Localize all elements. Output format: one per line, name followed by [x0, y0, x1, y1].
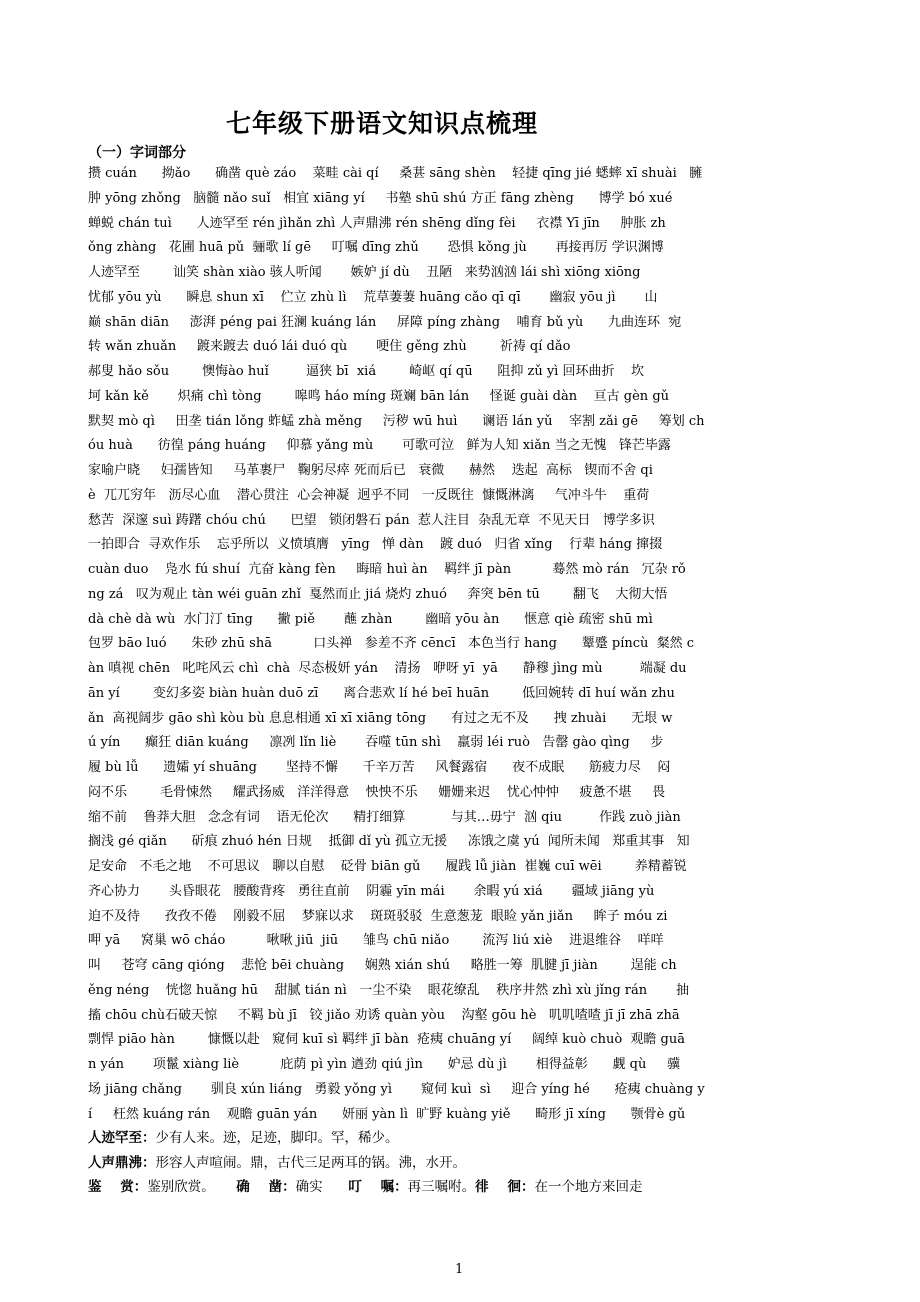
definition-term: 鉴 赏： [88, 1179, 148, 1195]
text-line: 剽悍 piāo hàn 慷慨以赴 窥伺 kuī sì 羁绊 jī bàn 疮痍 chuāng yí 阔绰 kuò chuò 观瞻 guā [88, 1032, 686, 1048]
text-line: 一拍即合 寻欢作乐 忘乎所以 义愤填膺 yīng 惮 dàn 踱 duó 归省 xǐng 行辈 háng 撺掇 [88, 537, 663, 553]
text-line: 转 wǎn zhuǎn 踱来踱去 duó lái duó qù 哽住 gěng zhù 祈祷 qí dǎo [88, 339, 571, 355]
definition-text: 形容人声喧闹。鼎，古代三足两耳的锅。沸，水开。 [155, 1154, 466, 1171]
definition-text: 少有人来。迹，足迹，脚印。罕，稀少。 [155, 1130, 399, 1146]
text-line: 闷不乐 毛骨悚然 耀武扬威 洋洋得意 怏怏不乐 姗姗来迟 忧心忡忡 疲惫不堪 畏 [88, 784, 666, 800]
text-line: ng zá 叹为观止 tàn wéi guān zhǐ 戛然而止 jiá 烧灼 zhuó 奔突 bēn tū 翻飞 大彻大悟 [88, 586, 668, 602]
text-line: dà chè dà wù 水门汀 tīng 撇 piě 蘸 zhàn 幽暗 yōu àn 惬意 qiè 疏密 shū mì [88, 611, 653, 627]
page-number: 1 [455, 1262, 464, 1277]
definition-term: 人声鼎沸： [88, 1154, 156, 1171]
text-line: 忧郁 yōu yù 瞬息 shun xī 伫立 zhù lì 荒草萋萋 huāng cǎo qī qī 幽寂 yōu jì 山 [88, 289, 658, 305]
text-line: 齐心协力 头昏眼花 腰酸背疼 勇往直前 阴霾 yīn mái 余暇 yú xiá 疆域 jiāng yù [88, 883, 655, 899]
text-line: 家喻户晓 妇孺皆知 马革裹尸 鞠躬尽瘁 死而后已 衰微 赫然 迭起 高标 锲而不舍 qi [88, 463, 653, 478]
text-line: 搁浅 gé qiǎn 斫痕 zhuó hén 日规 抵御 dǐ yù 孤立无援 冻饿之虞 yú 闻所未闻 郑重其事 知 [88, 834, 690, 850]
text-line: è 兀兀穷年 沥尽心血 潜心贯注 心会神凝 迥乎不同 一反既往 慷慨淋漓 气冲斗牛 重荷 [88, 487, 650, 503]
definition-item [88, 1126, 848, 1151]
text-line: 足安命 不毛之地 不可思议 聊以自慰 砭骨 biān gǔ 履践 lǚ jiàn 崔巍 cuī wēi 养精蓄锐 [88, 859, 687, 874]
text-line: 缩不前 鲁莽大胆 念念有词 语无伦次 精打细算 与其…毋宁 汹 qiu 作践 zuò jiàn [88, 809, 681, 825]
text-line: 履 bù lǚ 遗孀 yí shuāng 坚持不懈 千辛万苦 风餐露宿 夜不成眠 筋疲力尽 闷 [88, 760, 671, 775]
text-line: 愁苦 深邃 suì 踌躇 chóu chú 巴望 锁闭磐石 pán 惹人注目 杂乱无章 不见天日 博学多识 [88, 512, 655, 528]
text-line: 攒 cuán 拗ǎo 确凿 què záo 菜畦 cài qí 桑葚 sāng shèn 轻捷 qīng jié 蟋蟀 xī shuài 臃 [88, 166, 703, 181]
text-line: 叫 苍穹 cāng qióng 悲怆 bēi chuàng 娴熟 xián shú 略胜一筹 肌腱 jī jiàn 逞能 ch [88, 958, 677, 973]
text-line: 蝉蜕 chán tuì 人迹罕至 rén jìhǎn zhì 人声鼎沸 rén shēng dǐng fèi 衣襟 Yī jīn 肿胀 zh [88, 215, 666, 231]
definition-term: 确 凿： [236, 1179, 296, 1195]
definition-text: 在一个地方来回走 [534, 1179, 643, 1195]
text-line: 肿 yōng zhǒng 脑髓 nǎo suǐ 相宜 xiāng yí 书塾 shū shú 方正 fāng zhèng 博学 bó xué [88, 190, 673, 206]
text-line: 场 jiāng chǎng 驯良 xún liáng 勇毅 yǒng yì 窥伺 kuì sì 迎合 yíng hé 疮痍 chuàng y [88, 1081, 705, 1097]
text-line: 呷 yā 窝巢 wō cháo 啾啾 jiū jiū 雏鸟 chū niǎo 流泻 liú xiè 进退维谷 咩咩 [88, 933, 664, 949]
text-line: ǒng zhàng 花圃 huā pǔ 骊歌 lí gē 叮嘱 dīng zhǔ 恐惧 kǒng jù 再接再厉 学识渊博 [88, 240, 664, 256]
text-line: ěng néng 恍惚 huǎng hū 甜腻 tián nì 一尘不染 眼花缭乱 秩序井然 zhì xù jǐng rán 抽 [88, 982, 690, 998]
text-line: ǎn 高视阔步 gāo shì kòu bù 息息相通 xī xī xiāng tōng 有过之无不及 拽 zhuài 无垠 w [88, 710, 673, 726]
text-line: 坷 kǎn kě 炽痛 chì tòng 嗥鸣 háo míng 斑斓 bān lán 怪诞 guài dàn 亘古 gèn gǔ [88, 388, 670, 404]
definition-text: 鉴别欣赏。 [147, 1179, 237, 1195]
definition-item [88, 1175, 848, 1200]
text-line: cuàn duo 凫水 fú shuí 亢奋 kàng fèn 晦暗 huì àn 羁绊 jī pàn 蓦然 mò rán 冗杂 rǒ [88, 562, 686, 577]
text-line: 郝叟 hǎo sǒu 懊悔ào huǐ 逼狭 bī xiá 崎岖 qí qū 阻抑 zǔ yì 回环曲折 坎 [88, 364, 645, 379]
section-heading: （一）字词部分 [88, 145, 186, 161]
definition-text: 再三嘱咐。 [407, 1179, 476, 1195]
text-line: 巅 shān diān 澎湃 péng pai 狂澜 kuáng lán 屏障 píng zhàng 哺育 bǔ yù 九曲连环 宛 [88, 314, 682, 330]
text-line: 搐 chōu chù石破天惊 不羁 bù jī 铰 jiǎo 劝诱 quàn yòu 沟壑 gōu hè 叽叽喳喳 jī jī zhā zhā [88, 1007, 680, 1023]
definition-term: 叮 嘱： [348, 1179, 408, 1195]
definition-item [88, 1151, 848, 1176]
definitions-list [88, 1126, 848, 1200]
text-line: ān yí 变幻多姿 biàn huàn duō zī 离合悲欢 lí hé beī huān 低回婉转 dī huí wǎn zhu [88, 685, 675, 701]
text-line: ú yín 癫狂 diān kuáng 凛冽 lǐn liè 吞噬 tūn shì 羸弱 léi ruò 告罄 gào qìng 步 [88, 735, 664, 751]
document-title: 七年级下册语文知识点梳理 [226, 109, 539, 138]
text-line: 迫不及待 孜孜不倦 刚毅不屈 梦寐以求 斑斑驳驳 生意葱茏 眼睑 yǎn jiǎn 眸子 móu zi [88, 908, 668, 924]
text-line: 包罗 bāo luó 朱砂 zhū shā 口头禅 参差不齐 cēncī 本色当行 hang 颦蹙 píncù 粲然 c [88, 636, 695, 652]
definition-term: 徘 徊： [475, 1179, 535, 1195]
text-line: n yán 项鬣 xiàng liè 庇荫 pì yìn 遒劲 qiú jìn 妒忌 dù jì 相得益彰 觑 qù 骥 [88, 1057, 681, 1072]
definition-term: 人迹罕至： [88, 1130, 156, 1146]
vocabulary-list [88, 162, 848, 1127]
text-line: óu huà 彷徨 páng huáng 仰慕 yǎng mù 可歌可泣 鲜为人知 xiǎn 当之无愧 锋芒毕露 [88, 438, 671, 454]
text-line: 默契 mò qì 田垄 tián lǒng 蚱蜢 zhà měng 污秽 wū huì 谰语 lán yǔ 宰割 zǎi gē 筹划 ch [88, 413, 705, 429]
text-line: àn 嗔视 chēn 叱咤风云 chì chà 尽态极妍 yán 清扬 咿呀 yī yā 静穆 jìng mù 端凝 du [88, 661, 687, 676]
text-line: í 枉然 kuáng rán 观瞻 guān yán 妍丽 yàn lì 旷野 kuàng yiě 畸形 jī xíng 颚骨è gǔ [88, 1106, 686, 1122]
definition-text: 确实 [295, 1179, 349, 1195]
text-line: 人迹罕至 讪笑 shàn xiào 骇人听闻 嫉妒 jí dù 丑陋 来势汹汹 lái shì xiōng xiōng [88, 265, 641, 280]
